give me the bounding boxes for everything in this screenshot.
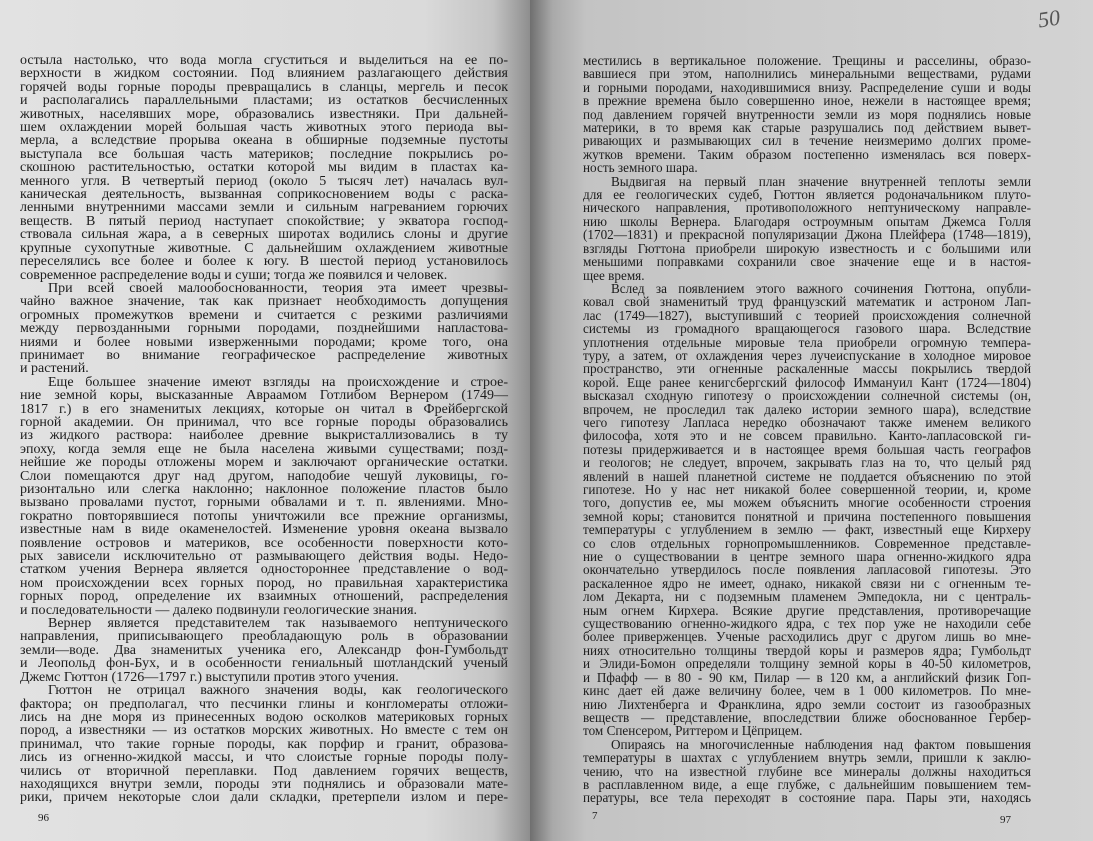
text-line: лом Декарта, ни с подземным пламенем Эмпедокла, ни с централь- [583, 589, 1031, 605]
paragraph [20, 617, 508, 684]
text-line: пространство, эти огненные раскаленные массы покрылись твердой [583, 361, 1031, 377]
text-line: ние о существовании в центре земного шара огненно-жидкого ядра [583, 549, 1031, 565]
text-line: появление островов и материков, все особенности поверхности кото- [20, 535, 508, 551]
text-line: менного угля. В четвертый период (около 5 тысяч лет) началась вул- [20, 173, 508, 189]
handwritten-page-note: 50 [1036, 4, 1062, 33]
text-line: огромных промежутков времени и считается с резкими различиями [20, 307, 508, 323]
text-line: раскаленное ядро не имеет, однако, никакой связи ни с огненным те- [583, 575, 1031, 591]
text-line: нического направления, противоположного нептуническому направле- [583, 200, 1031, 216]
text-line: 1817 г.) в его знаменитых лекциях, которые он читал в Фрейбергской [20, 401, 508, 417]
left-page [0, 0, 530, 841]
text-line: ривающих и размывающих сил в течение неизмеримо долгих проме- [583, 133, 1031, 149]
text-line: направления, приписывающего преобладающую роль в образовании [20, 629, 508, 645]
text-line: ном происхождении всех горных пород, но правильная характеристика [20, 575, 508, 591]
text-line: потезы придерживается и в настоящее время большая часть географов [583, 441, 1031, 457]
page-number: 96 [38, 812, 49, 824]
paragraph [20, 282, 508, 376]
text-line: фактора; он предполагал, что песчинки глины и конгломераты отложи- [20, 696, 508, 712]
text-line: гипотезе. Но у нас нет никакой более совершенной теории, и, кроме [583, 482, 1031, 497]
left-page-text [20, 54, 508, 805]
paragraph [20, 376, 508, 617]
text-line: ние земной коры, высказанные Авраамом Готлибом Вернером (1749— [20, 388, 508, 404]
text-line: статком учения Вернера является одностороннее представление о вод- [20, 562, 508, 578]
paragraph [583, 282, 1031, 738]
text-line: ризонтально или слегка наклонно; наклонное положение пластов было [20, 482, 508, 497]
paragraph [20, 684, 508, 805]
text-line: ниях относительно толщины твердой коры и размеров ядра; Гумбольдт [583, 642, 1031, 658]
text-line: ствовала сильная жара, а в северных широтах водились слоны и другие [20, 227, 508, 243]
text-line: веществ — представление, впоследствии ближе обоснованное Гербер- [583, 709, 1031, 725]
text-line: лись на дне моря из принесенных водою осколков материковых горных [20, 709, 508, 725]
text-line: крупные сухопутные животные. С дальнейшим охлаждением животные [20, 240, 508, 256]
text-line: и растений. [20, 361, 89, 377]
text-line: (1702—1831) и прекрасной популяризации Джона Плейфера (1748—1819), [583, 227, 1031, 243]
text-line: лись из огненно-жидкой массы, и что слоистые горные породы полу- [20, 750, 508, 766]
text-line: горных пород, определение их взаимных отношений, распределения [20, 589, 508, 605]
text-line: вызвано провалами пустот, горными обвалами и т. п. явлениями. Мно- [20, 495, 508, 511]
text-line: вавшиеся при этом, наполнились минеральными веществами, рудами [583, 66, 1031, 82]
text-line: философа, хотя это и не совсем правильно. Канто-лапласовской ги- [583, 428, 1031, 444]
text-line: горячей воды горные породы превращались в сланцы, мергель и песок [20, 79, 508, 95]
text-line: остыла настолько, что вода могла сгуститься и выделиться на ее по- [20, 53, 508, 68]
text-line: кинс дает ей даже величину более, чем в 1 000 километров. По мне- [583, 683, 1031, 699]
text-line: и геологов; не следует, впрочем, закрывать глаз на то, что целый ряд [583, 455, 1031, 471]
text-line: из жидкого раствора: наиболее древние выкристаллизовались в ту [20, 428, 508, 444]
text-line: гократно повторявшиеся потопы уничтожили все прежние организмы, [20, 508, 508, 524]
text-line: животных, населявших море, образовались известняки. При дальней- [20, 106, 508, 122]
text-line: температуры с углублением в землю — факт, известный еще Кирхеру [583, 522, 1031, 538]
text-line: переселялись все более и более к югу. В шестой период установилось [20, 254, 508, 270]
text-line: принимает во внимание географическое распределение животных [20, 347, 508, 363]
paragraph [583, 175, 1031, 282]
text-line: и горными породами, находившимися внизу. Распределение суши и воды [583, 79, 1031, 95]
text-line: эпоху, когда земля еще не была населена живыми существами; позд- [20, 441, 508, 457]
text-line: корой. Еще ранее кенигсбергский философ Иммануил Кант (1724—1804) [583, 374, 1031, 390]
text-line: явлений в нашей планетной системе не поддается объяснению по этой [583, 468, 1031, 484]
text-line: щее время. [583, 267, 645, 283]
text-line: известные нам в виде окаменелостей. Изменение уровня океана вызвало [20, 522, 508, 538]
text-line: ность земного шара. [583, 160, 698, 176]
text-line: более приверженцев. Ученые расходились друг с другом лишь во мне- [583, 629, 1031, 645]
right-page [530, 0, 1093, 841]
text-line: между первозданными горными породами, позднейшими напластова- [20, 321, 508, 337]
right-page-text [583, 54, 1031, 805]
text-line: того, допустив ее, мы можем объяснить многие особенности строения [583, 495, 1031, 511]
text-line: взгляды Гюттона приобрели широкую известность и с большими или [583, 240, 1031, 256]
text-line: чились от вторичной переплавки. Под давлением горячих веществ, [20, 763, 508, 779]
text-line: ным огнем Кирхера. Всякие другие представления, противоречащие [583, 602, 1031, 618]
text-line: лас (1749—1827), выступивший с теорией происхождения солнечной [583, 307, 1031, 323]
text-line: ниями и более новыми изверженными породами; кроме того, она [20, 334, 508, 350]
text-line: ковал свой знаменитый труд французский математик и астроном Лап- [583, 294, 1031, 310]
text-line: каническая деятельность, вызванная соприкосновением воды с раска- [20, 187, 508, 203]
text-line: современное распределение воды и суши; тогда же появился и человек. [20, 267, 448, 283]
text-line: При всей своей малообоснованности, теория эта имеет чрезвы- [48, 280, 508, 296]
text-line: окончательно утвердилось после появления лапласовой гипотезы. Это [583, 562, 1031, 578]
text-line: чению, что на известной глубине все минералы должны находиться [583, 763, 1031, 779]
text-line: рики, причем некоторые слои дали складки, претерпели излом и пере- [20, 790, 508, 806]
text-line: Еще большее значение имеют взгляды на происхождение и строе- [48, 374, 508, 390]
text-line: скошною растительностью, остатки которой мы видим в пластах ка- [20, 160, 508, 176]
text-line: существованию огненно-жидкого ядра, с тех пор уже не находили себе [583, 616, 1031, 632]
signature-mark: 7 [592, 810, 598, 822]
text-line: Опираясь на многочисленные наблюдения над фактом повышения [611, 736, 1031, 752]
page-number: 97 [1000, 814, 1011, 826]
text-line: том Спенсером, Риттером и Цёприцем. [583, 723, 803, 739]
text-line: под давлением горячей внутренности земли из моря поднялись новые [583, 106, 1031, 122]
paragraph [583, 738, 1031, 805]
text-line: мерла, а вследствие прорыва океана в обширные подземные пустоты [20, 133, 508, 149]
text-line: в расплавленном виде, а еще глубже, с дальнейшим повышением тем- [583, 776, 1031, 792]
text-line: чайно важное значение, так как признает необходимость допущения [20, 294, 508, 310]
text-line: температуры в шахтах с углублением внутрь земли, пришли к заклю- [583, 750, 1031, 766]
text-line: Джемс Гюттон (1726—1797 г.) выступили против этого учения. [20, 669, 399, 685]
text-line: системы из громадного вращающегося газового шара. Вследствие [583, 321, 1031, 337]
text-line: уплотнения отдельные мировые тела приобрели огромную темпера- [583, 334, 1031, 350]
text-line: пород, а известняки — из остатков морских животных. Но вместе с тем он [20, 723, 508, 739]
text-line: нию школы Вернера. Благодаря остроумным опытам Джемса Голля [583, 213, 1031, 229]
text-line: нию Лихтенберга и Франклина, ядро земли состоит из газообразных [583, 696, 1031, 712]
text-line: рых зависели исключительно от размывающего действия воды. Недо- [20, 549, 508, 565]
text-line: со слов отдельных горнопромышленников. Современное представле- [583, 535, 1031, 551]
text-line: Вернер является представителем так называемого нептунического [48, 616, 508, 632]
text-line: и последовательности — далеко подвинули геологические знания. [20, 602, 418, 618]
text-line: впрочем, не проследил так далеко истории земного шара), вследствие [583, 401, 1031, 417]
text-line: шем охлаждении морей большая часть животных этого периода вы- [20, 120, 508, 136]
text-line: жутков времени. Таким образом постепенно изменялась вся поверх- [583, 146, 1031, 162]
text-line: материки, в то время как старые разрушались под действием вывет- [583, 120, 1031, 136]
text-line: высказал сходную гипотезу о происхождении солнечной системы (он, [583, 388, 1031, 404]
text-line: Выдвигая на первый план значение внутренней теплоты земли [611, 173, 1031, 189]
text-line: и Элиди-Бомон определяли толщину земной коры в 40-50 километров, [583, 656, 1031, 672]
text-line: Вслед за появлением этого важного сочинения Гюттона, опубли- [611, 280, 1031, 296]
text-line: горной академии. Он принимал, что все горные породы образовались [20, 414, 508, 430]
text-line: пературы, все тела переходят в состояние пара. Пары эти, находясь [583, 790, 1031, 806]
paragraph [20, 54, 508, 282]
text-line: земной коры; становится понятной и причина постепенного повышения [583, 508, 1031, 524]
paragraph [583, 54, 1031, 175]
text-line: земли—воде. Два знаменитых ученика его, Александр фон-Гумбольдт [20, 642, 508, 658]
text-line: чего гипотезу Лапласа нередко обозначают также именем великого [583, 414, 1031, 430]
text-line: Слои помещаются друг над другом, наподобие чешуй луковицы, го- [20, 468, 508, 484]
text-line: ленными внутренними массами земли и сильным нагреванием горючих [20, 200, 508, 216]
text-line: и Леопольд фон-Бух, и в особенности гениальный шотландский ученый [20, 656, 508, 672]
text-line: и Пфафф — в 80 - 90 км, Пилар — в 120 км, а английский физик Гоп- [583, 669, 1031, 685]
text-line: местились в вертикальное положение. Трещины и расселины, образо- [583, 53, 1031, 68]
text-line: и располагались параллельными пластами; из остатков бесчисленных [20, 93, 508, 109]
text-line: в прежние времена было совершенно иное, нежели в настоящее время; [583, 93, 1031, 109]
text-line: находящихся внутри земли, породы эти поднялись и образовали мате- [20, 776, 508, 792]
text-line: принимал, что такие горные породы, как порфир и гранит, образова- [20, 736, 508, 752]
text-line: меньшими поправками сохранили свое значение еще и в настоя- [583, 254, 1031, 270]
text-line: выступала все большая часть материков; последние покрылись ро- [20, 146, 508, 162]
text-line: веществ. В пятый период наступает спокойствие; у экватора господ- [20, 213, 508, 229]
text-line: Гюттон не отрицал важного значения воды, как геологического [48, 683, 508, 699]
text-line: туру, а затем, от охлаждения через лучеиспускание в холодное мировое [583, 347, 1031, 363]
text-line: для ее геологических судеб, Гюттон является родоначальником плуто- [583, 187, 1031, 203]
text-line: нейшие же породы отложены морем и заключают органические остатки. [20, 455, 508, 471]
text-line: верхности в жидком состоянии. Под влиянием разлагающего действия [20, 66, 508, 82]
